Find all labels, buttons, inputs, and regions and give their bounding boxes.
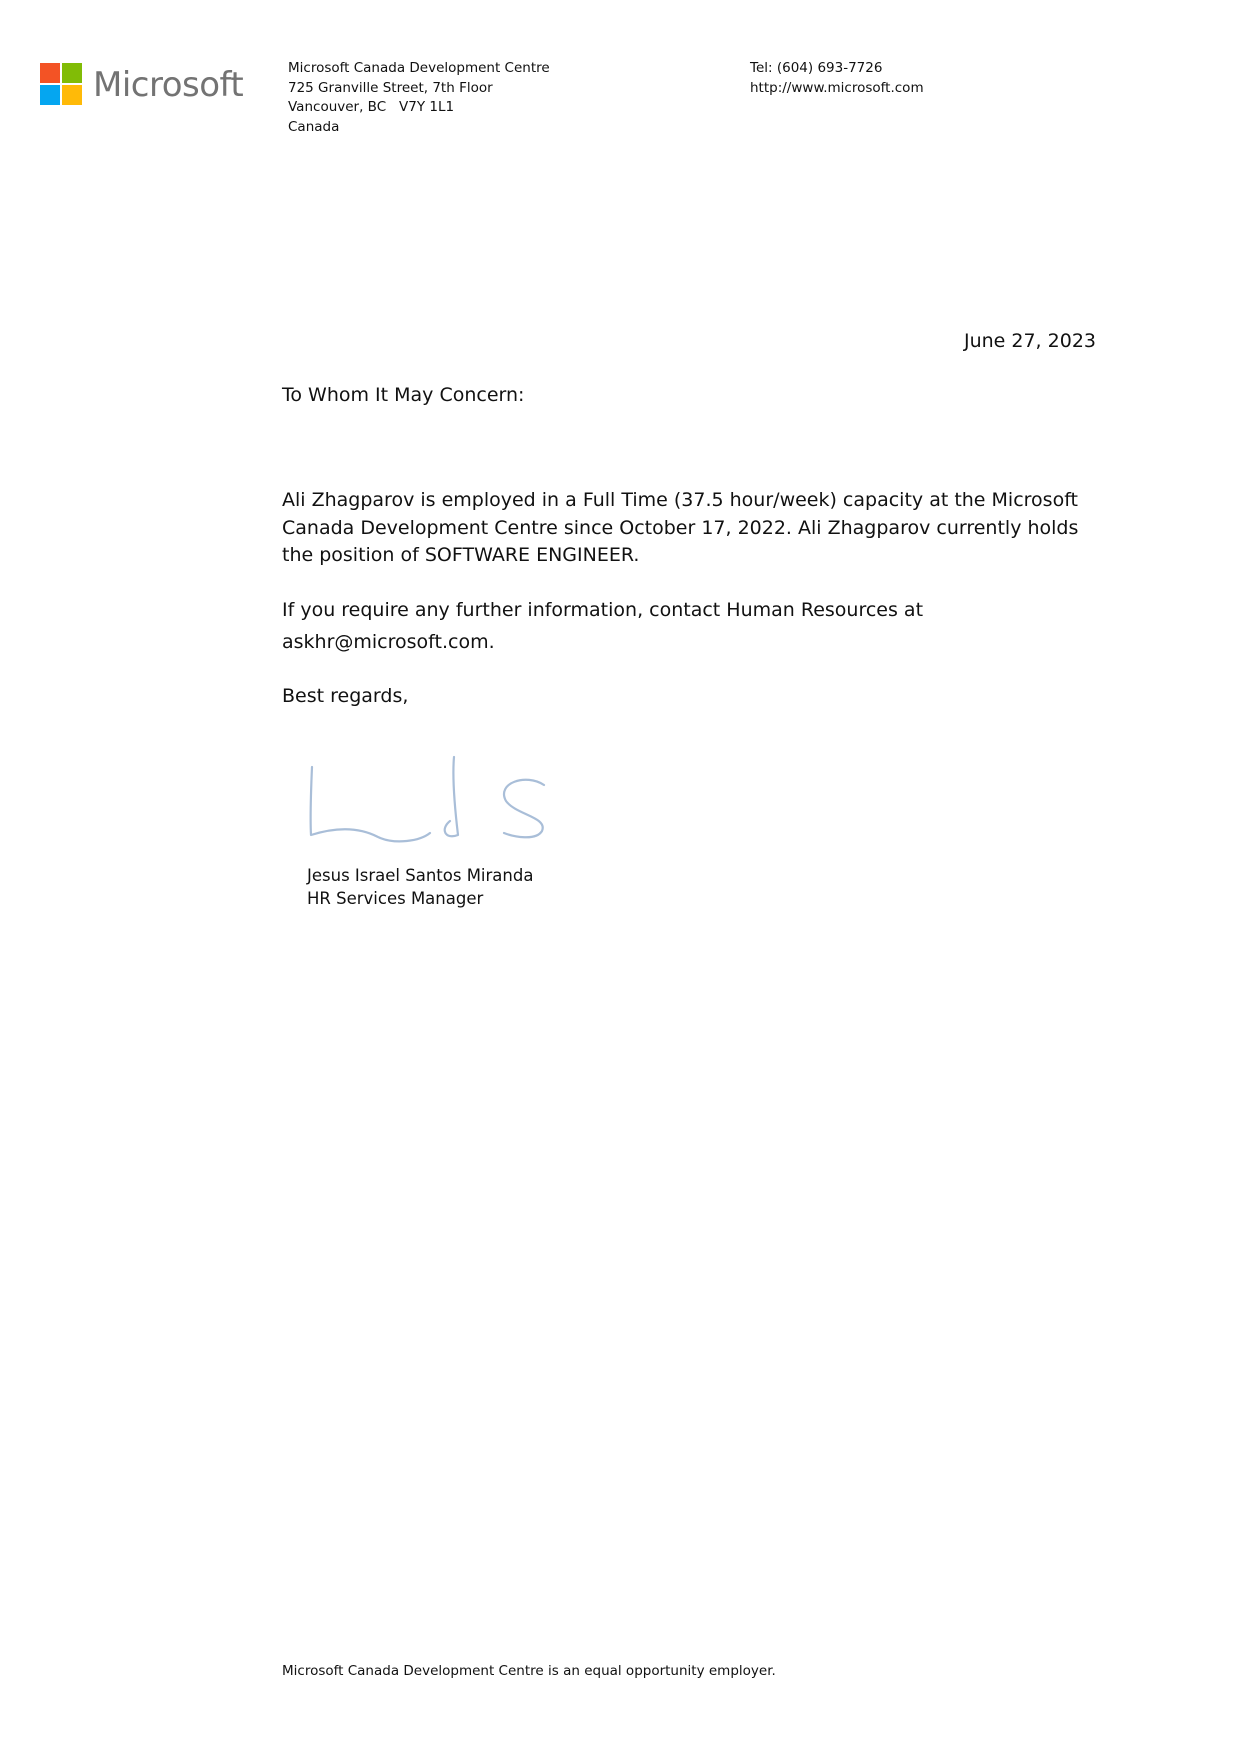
company-contact <box>750 59 924 98</box>
telephone: Tel: (604) 693-7726 <box>750 60 883 76</box>
salutation: To Whom It May Concern: <box>282 384 525 406</box>
signature-stroke <box>311 767 430 841</box>
signer-title: HR Services Manager <box>307 888 484 908</box>
logo-square-blue <box>40 85 60 105</box>
handwritten-signature <box>300 755 560 850</box>
signer-name: Jesus Israel Santos Miranda <box>307 866 534 885</box>
body-paragraph-contact: If you require any further information, contact Human Resources at askhr@microsoft.com. <box>282 599 924 653</box>
footer-note: Microsoft Canada Development Centre is an equal opportunity employer. <box>282 1663 776 1679</box>
logo-square-yellow <box>62 85 82 105</box>
company-address <box>288 59 550 137</box>
signature-stroke <box>504 780 544 838</box>
microsoft-logo <box>40 63 243 106</box>
signature-stroke <box>445 757 458 836</box>
address-line: Microsoft Canada Development Centre <box>288 60 550 76</box>
address-line: Vancouver, BC V7Y 1L1 <box>288 99 455 115</box>
microsoft-logo-icon <box>40 63 83 106</box>
website-link[interactable]: http://www.microsoft.com <box>750 79 924 96</box>
address-line: Canada <box>288 118 340 135</box>
address-line: 725 Granville Street, 7th Floor <box>288 79 493 96</box>
logo-square-green <box>62 63 82 83</box>
logo-square-red <box>40 63 60 83</box>
closing: Best regards, <box>282 685 409 707</box>
logo-wordmark: Microsoft <box>93 64 244 105</box>
body-paragraph-employment: Ali Zhagparov is employed in a Full Time (37.5 hour/week) capacity at the Microsoft Canada Development Centre since October 17, 2022. Ali Zhagparov currently holds the position of SOFTWARE ENGINEER. <box>282 489 1079 566</box>
letter-date: June 27, 2023 <box>963 330 1096 352</box>
signer-block <box>307 865 533 910</box>
